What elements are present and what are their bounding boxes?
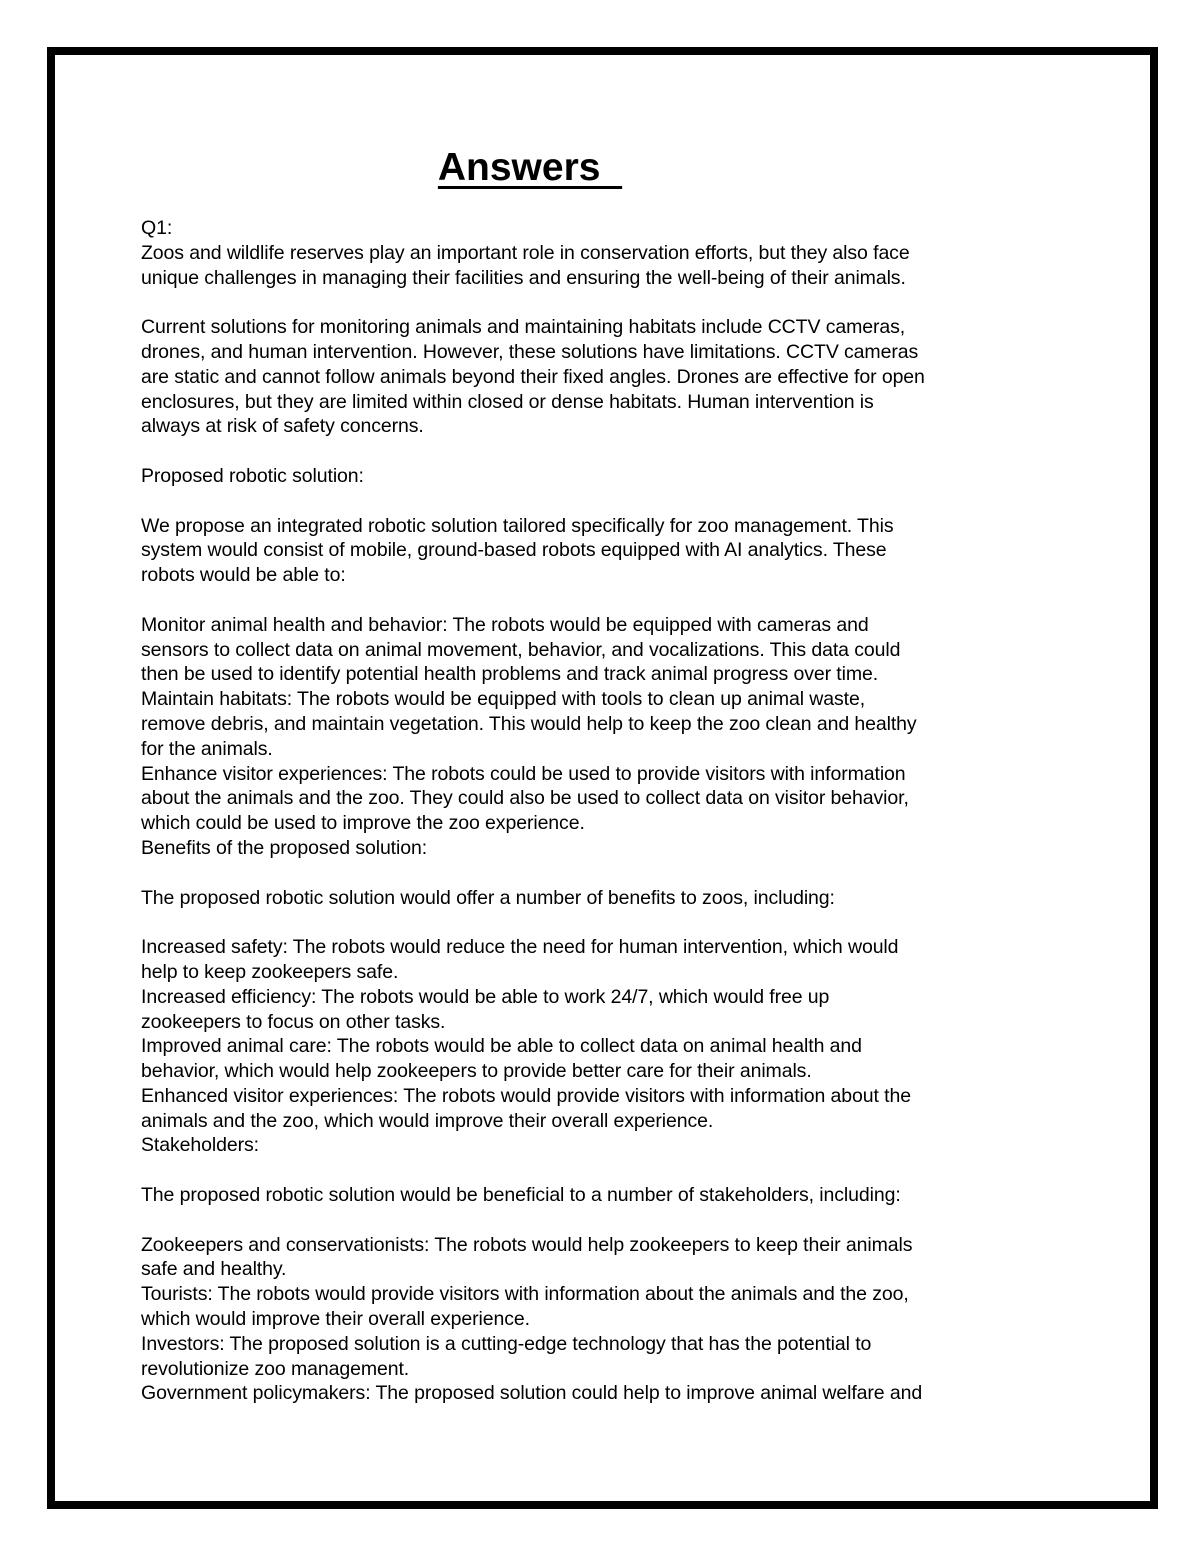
blank-line [141, 1208, 1041, 1233]
blank-line [141, 290, 1041, 315]
text-line: system would consist of mobile, ground-based robots equipped with AI analytics. These [141, 539, 887, 562]
text-line: remove debris, and maintain vegetation. This would help to keep the zoo clean and healthy [141, 712, 917, 735]
text-line: robots would be able to: [141, 564, 346, 587]
text-line: Maintain habitats: The robots would be equipped with tools to clean up animal waste, [141, 688, 866, 711]
text-line: Proposed robotic solution: [141, 464, 364, 487]
blank-line [141, 910, 1041, 935]
text-line: help to keep zookeepers safe. [141, 960, 399, 983]
text-line: behavior, which would help zookeepers to provide better care for their animals. [141, 1060, 812, 1083]
text-line: Enhanced visitor experiences: The robots would provide visitors with information about the [141, 1084, 911, 1107]
text-line: safe and healthy. [141, 1258, 287, 1281]
text-line: Q1: [141, 217, 173, 239]
text-line: Zoos and wildlife reserves play an important role in conservation efforts, but they also face [141, 241, 910, 264]
text-line: then be used to identify potential health problems and track animal progress over time. [141, 663, 879, 686]
text-line: which would improve their overall experience. [141, 1308, 530, 1331]
blank-line [141, 861, 1041, 886]
blank-line [141, 439, 1041, 464]
text-line: which could be used to improve the zoo experience. [141, 812, 585, 835]
blank-line [141, 588, 1041, 613]
text-line: Increased efficiency: The robots would be able to work 24/7, which would free up [141, 985, 830, 1008]
text-line: Increased safety: The robots would reduce the need for human intervention, which would [141, 936, 899, 959]
text-line: Investors: The proposed solution is a cutting-edge technology that has the potential to [141, 1332, 872, 1355]
text-line: Zookeepers and conservationists: The robots would help zookeepers to keep their animals [141, 1233, 913, 1256]
text-line: Government policymakers: The proposed solution could help to improve animal welfare and [141, 1382, 923, 1405]
text-line: unique challenges in managing their facilities and ensuring the well-being of their animals. [141, 266, 906, 289]
text-line: for the animals. [141, 737, 273, 760]
text-line: We propose an integrated robotic solution tailored specifically for zoo management. This [141, 514, 894, 537]
text-line: drones, and human intervention. However, these solutions have limitations. CCTV cameras [141, 340, 919, 363]
text-line: Benefits of the proposed solution: [141, 836, 428, 859]
text-line: always at risk of safety concerns. [141, 415, 424, 438]
text-line: are static and cannot follow animals beyond their fixed angles. Drones are effective for open [141, 365, 925, 388]
text-line: Stakeholders: [141, 1134, 259, 1157]
text-line: about the animals and the zoo. They could also be used to collect data on visitor behavior, [141, 787, 909, 810]
text-line: Monitor animal health and behavior: The robots would be equipped with cameras and [141, 613, 869, 636]
text-line: The proposed robotic solution would be beneficial to a number of stakeholders, including: [141, 1184, 901, 1207]
text-line: animals and the zoo, which would improve their overall experience. [141, 1109, 714, 1132]
text-line: Current solutions for monitoring animals and maintaining habitats include CCTV cameras, [141, 316, 906, 339]
text-line: zookeepers to focus on other tasks. [141, 1010, 446, 1033]
text-line: Enhance visitor experiences: The robots could be used to provide visitors with information [141, 762, 906, 785]
blank-line [141, 489, 1041, 514]
text-line: Tourists: The robots would provide visitors with information about the animals and the zoo, [141, 1283, 909, 1306]
text-line: sensors to collect data on animal movement, behavior, and vocalizations. This data could [141, 638, 901, 661]
blank-line [141, 1158, 1041, 1183]
text-line: Improved animal care: The robots would be able to collect data on animal health and [141, 1035, 862, 1058]
text-line: The proposed robotic solution would offer a number of benefits to zoos, including: [141, 886, 835, 909]
text-line: enclosures, but they are limited within closed or dense habitats. Human intervention is [141, 390, 874, 413]
document-body [141, 216, 1041, 1406]
text-line: revolutionize zoo management. [141, 1357, 410, 1380]
page-title: Answers [437, 146, 623, 189]
